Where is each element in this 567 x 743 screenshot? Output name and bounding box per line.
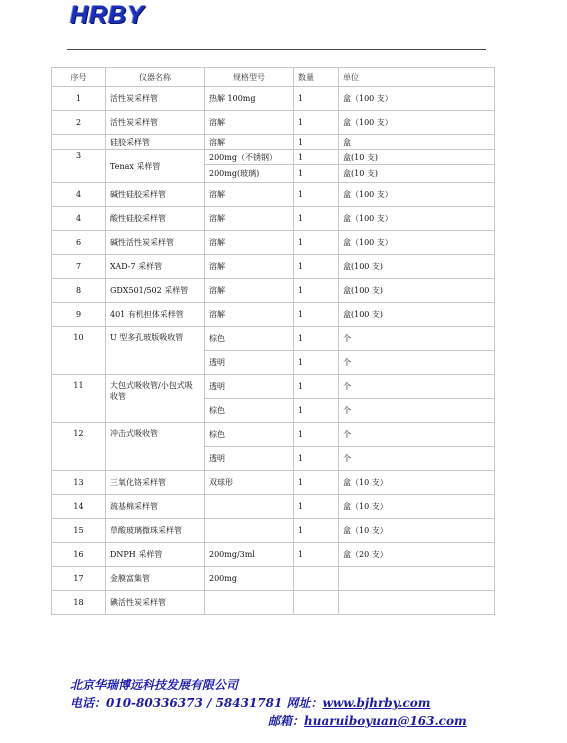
table-row: [52, 591, 495, 615]
table-row: [52, 255, 495, 279]
table-row: [52, 375, 495, 399]
cell-unit: 盒（10 支）: [339, 519, 495, 543]
column-header-spec: 规格型号: [205, 68, 294, 87]
cell-name: DNPH 采样管: [106, 543, 205, 567]
cell-spec: 溶解: [205, 279, 294, 303]
cell-unit: 盒(10 支): [339, 150, 495, 165]
cell-name: 巯基棉采样管: [106, 495, 205, 519]
table-header-row: [52, 68, 495, 87]
cell-no: 4: [52, 183, 106, 207]
cell-qty: 1: [294, 375, 339, 399]
cell-no: 18: [52, 591, 106, 615]
cell-name: 硅胶采样管: [106, 135, 205, 150]
cell-name: XAD-7 采样管: [106, 255, 205, 279]
cell-name: 活性炭采样管: [106, 87, 205, 111]
table-row: [52, 231, 495, 255]
cell-qty: 1: [294, 519, 339, 543]
cell-spec: [205, 591, 294, 615]
cell-spec: 溶解: [205, 135, 294, 150]
cell-name: 401 有机担体采样管: [106, 303, 205, 327]
cell-unit: 盒（20 支）: [339, 543, 495, 567]
table-row: [52, 279, 495, 303]
cell-spec: 溶解: [205, 255, 294, 279]
table-row: [52, 567, 495, 591]
header-divider: [67, 49, 486, 50]
company-logo: HRBY: [70, 1, 145, 29]
cell-unit: 个: [339, 351, 495, 375]
cell-name: Tenax 采样管: [106, 150, 205, 183]
table-row: [52, 519, 495, 543]
footer-contact-line: [70, 694, 430, 711]
cell-unit: 盒（100 支）: [339, 231, 495, 255]
cell-unit: 个: [339, 327, 495, 351]
cell-spec: 200mg/3ml: [205, 543, 294, 567]
product-table: [51, 67, 495, 615]
cell-spec: [205, 519, 294, 543]
cell-name: 酸性硅胶采样管: [106, 207, 205, 231]
cell-name: 冲击式吸收管: [106, 423, 205, 471]
cell-spec: 棕色: [205, 423, 294, 447]
cell-no: 6: [52, 231, 106, 255]
cell-spec: 200mg: [205, 567, 294, 591]
cell-unit: 盒(100 支): [339, 255, 495, 279]
footer-email-line: [268, 712, 467, 729]
cell-unit: 盒（100 支）: [339, 87, 495, 111]
cell-qty: [294, 591, 339, 615]
cell-unit: [339, 591, 495, 615]
cell-qty: 1: [294, 471, 339, 495]
cell-unit: 盒（10 支）: [339, 471, 495, 495]
table-row: [52, 543, 495, 567]
cell-qty: 1: [294, 495, 339, 519]
cell-name: 金膜富集管: [106, 567, 205, 591]
cell-unit: 盒（10 支）: [339, 495, 495, 519]
cell-unit: 盒(100 支): [339, 303, 495, 327]
cell-qty: 1: [294, 399, 339, 423]
cell-spec: 溶解: [205, 303, 294, 327]
cell-unit: 个: [339, 447, 495, 471]
cell-qty: 1: [294, 150, 339, 165]
column-header-unit: 单位: [339, 68, 495, 87]
cell-spec: 透明: [205, 351, 294, 375]
table-row: [52, 207, 495, 231]
cell-no: 9: [52, 303, 106, 327]
cell-no: 14: [52, 495, 106, 519]
cell-qty: 1: [294, 423, 339, 447]
cell-name: 碘活性炭采样管: [106, 591, 205, 615]
cell-spec: [205, 495, 294, 519]
cell-unit: 盒（100 支）: [339, 183, 495, 207]
footer-phone: 电话：010-80336373 / 58431781 网址：: [70, 696, 323, 710]
cell-name: 三氧化铬采样管: [106, 471, 205, 495]
cell-name: 草酸玻璃微珠采样管: [106, 519, 205, 543]
column-header-no: 序号: [52, 68, 106, 87]
cell-no: 2: [52, 111, 106, 135]
cell-qty: 1: [294, 255, 339, 279]
footer-email-label: 邮箱：: [268, 714, 305, 728]
table-row: [52, 183, 495, 207]
table-row: [52, 423, 495, 447]
cell-no: 15: [52, 519, 106, 543]
cell-unit: 盒(100 支): [339, 279, 495, 303]
cell-qty: 1: [294, 135, 339, 150]
cell-name: 活性炭采样管: [106, 111, 205, 135]
cell-no: 12: [52, 423, 106, 471]
cell-unit: 盒（100 支）: [339, 111, 495, 135]
cell-spec: 溶解: [205, 183, 294, 207]
cell-no: 7: [52, 255, 106, 279]
cell-qty: 1: [294, 279, 339, 303]
table-row: [52, 303, 495, 327]
cell-qty: 1: [294, 543, 339, 567]
cell-no: 11: [52, 375, 106, 423]
table-row: [52, 495, 495, 519]
cell-qty: 1: [294, 111, 339, 135]
cell-no: 8: [52, 279, 106, 303]
cell-no: 16: [52, 543, 106, 567]
table-row: [52, 111, 495, 135]
cell-qty: 1: [294, 351, 339, 375]
column-header-qty: 数量: [294, 68, 339, 87]
table-row: [52, 150, 495, 165]
cell-qty: 1: [294, 165, 339, 183]
cell-spec: 热解 100mg: [205, 87, 294, 111]
footer-company-name: 北京华瑞博远科技发展有限公司: [70, 678, 239, 692]
table-row: [52, 327, 495, 351]
cell-no: 10: [52, 327, 106, 375]
cell-name: 碱性活性炭采样管: [106, 231, 205, 255]
cell-spec: 溶解: [205, 207, 294, 231]
cell-spec: 200mg(玻璃): [205, 165, 294, 183]
table-row: [52, 471, 495, 495]
cell-spec: 双球形: [205, 471, 294, 495]
cell-qty: 1: [294, 207, 339, 231]
column-header-name: 仪器名称: [106, 68, 205, 87]
cell-qty: [294, 567, 339, 591]
cell-unit: 个: [339, 423, 495, 447]
cell-spec: 溶解: [205, 231, 294, 255]
cell-unit: 个: [339, 399, 495, 423]
cell-no: 4: [52, 207, 106, 231]
cell-qty: 1: [294, 231, 339, 255]
cell-spec: 棕色: [205, 399, 294, 423]
email-link[interactable]: huaruiboyuan@163.com: [304, 714, 467, 728]
cell-qty: 1: [294, 87, 339, 111]
cell-spec: 溶解: [205, 111, 294, 135]
table-row: [52, 87, 495, 111]
cell-unit: 盒: [339, 135, 495, 150]
cell-unit: [339, 567, 495, 591]
cell-qty: 1: [294, 183, 339, 207]
cell-no: 13: [52, 471, 106, 495]
cell-name: GDX501/502 采样管: [106, 279, 205, 303]
website-link[interactable]: www.bjhrby.com: [322, 696, 431, 710]
cell-spec: 透明: [205, 375, 294, 399]
cell-qty: 1: [294, 447, 339, 471]
cell-spec: 棕色: [205, 327, 294, 351]
cell-no: 17: [52, 567, 106, 591]
cell-unit: 盒(10 支): [339, 165, 495, 183]
cell-no: 3: [52, 150, 106, 183]
cell-spec: 透明: [205, 447, 294, 471]
cell-spec: 200mg（不锈钢）: [205, 150, 294, 165]
cell-name: 大包式吸收管/小包式吸收管: [106, 375, 205, 423]
cell-qty: 1: [294, 303, 339, 327]
cell-name: U 型多孔玻版吸收管: [106, 327, 205, 375]
cell-no: [52, 135, 106, 150]
cell-unit: 个: [339, 375, 495, 399]
cell-unit: 盒（100 支）: [339, 207, 495, 231]
table-row: [52, 135, 495, 150]
cell-no: 1: [52, 87, 106, 111]
cell-name: 碱性硅胶采样管: [106, 183, 205, 207]
cell-qty: 1: [294, 327, 339, 351]
